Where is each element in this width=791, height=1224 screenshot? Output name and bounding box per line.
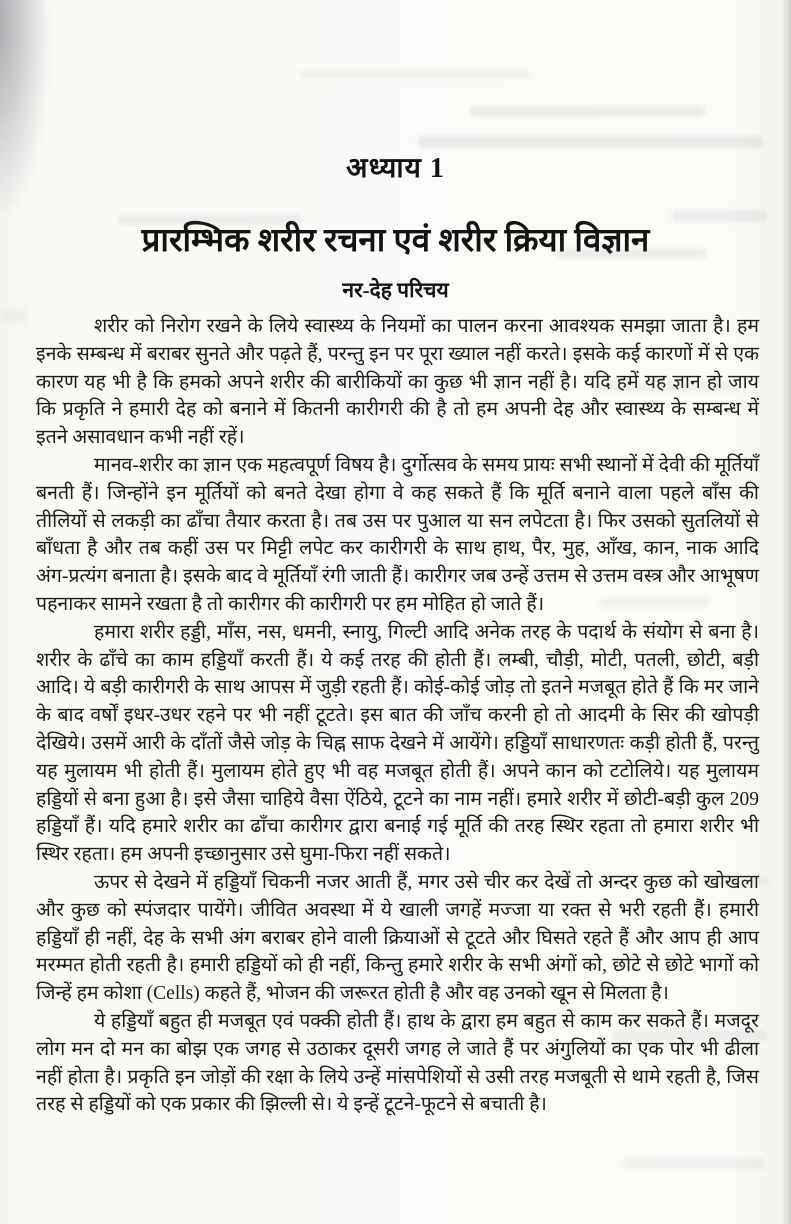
bleedthrough-ghost-text bbox=[300, 70, 530, 79]
bleedthrough-ghost-text bbox=[0, 310, 26, 322]
paragraph-1: शरीर को निरोग रखने के लिये स्वास्थ्य के नियमों का पालन करना आवश्यक समझा जाता है। हम इनके सम्बन्ध में बराबर सुनते और पढ़ते हैं, परन्तु इन पर पूरा ख्याल नहीं करते। इसके कई कारणों में से एक कारण यह भी है कि हमको अपने शरीर की बारीकियों का कुछ भी ज्ञान नहीं है। यदि हमें यह ज्ञान हो जाय कि प्रकृति ने हमारी देह को बनाने में कितनी कारीगरी की है तो हम अपनी देह और स्वास्थ्य के सम्बन्ध में इतने असावधान कभी नहीं रहें। bbox=[36, 316, 759, 449]
paragraph-4: ऊपर से देखने में हड्डियाँ चिकनी नजर आती हैं, मगर उसे चीर कर देखें तो अन्दर कुछ को खोखला और कुछ को स्पंजदार पायेंगे। जीवित अवस्था में ये खाली जगहें मज्जा या रक्त से भरी रहती हैं। हमारी हड्डियाँ ही नहीं, देह के सभी अंग बराबर होने वाली क्रियाओं से टूटते और घिसते रहते हैं और आप ही आप मरम्मत होती रहती है। हमारी हड्डियों को ही नहीं, किन्तु हमारे शरीर के सभी अंगों को, छोटे से छोटे भागों को जिन्हें हम कोशा (Cells) कहते हैं, भोजन की जरूरत होती है और वह उनको खून से मिलता है। bbox=[36, 871, 759, 1005]
bleedthrough-ghost-text bbox=[470, 106, 705, 117]
paragraph-5: ये हड्डियाँ बहुत ही मजबूत एवं पक्की होती हैं। हाथ के द्वारा हम बहुत से काम कर सकते हैं। मजदूर लोग मन दो मन का बोझ एक जगह से उठाकर दूसरी जगह ले जाते हैं पर अंगुलियों का एक पोर भी ढीला नहीं होता है। प्रकृति इन जोड़ों की रक्षा के लिये उन्हें मांसपेशियों से उसी तरह मजबूती से थामे रहती है, जिस तरह से हड्डियों को एक प्रकार की झिल्ली से। ये इन्हें टूटने-फूटने से बचाती है। bbox=[36, 1010, 759, 1116]
bleedthrough-ghost-text bbox=[624, 1158, 764, 1169]
paragraph-2: मानव-शरीर का ज्ञान एक महत्वपूर्ण विषय है। दुर्गोत्सव के समय प्रायः सभी स्थानों में देवी की मूर्तियाँ बनती हैं। जिन्होंने इन मूर्तियों को बनते देखा होगा वे कह सकते हैं कि मूर्ति बनाने वाला पहले बाँस की तीलियों से लकड़ी का ढाँचा तैयार करता है। तब उस पर पुआल या सन लपेटता है। फिर उसको सुतलियों से बाँधता है और तब कहीं उस पर मिट्टी लपेट कर कारीगरी के साथ हाथ, पैर, मुह, आँख, कान, नाक आदि अंग-प्रत्यंग बनाता है। इसके बाद वे मूर्तियाँ रंगी जाती हैं। कारीगर जब उन्हें उत्तम से उत्तम वस्त्र और आभूषण पहनाकर सामने रखता है तो कारीगर की कारीगरी पर हम मोहित हो जाते हैं। bbox=[36, 454, 759, 615]
section-subtitle: नर-देह परिचय bbox=[342, 278, 449, 302]
page-title: प्रारम्भिक शरीर रचना एवं शरीर क्रिया विज्ञान bbox=[141, 223, 650, 259]
scan-smudge bbox=[0, 0, 52, 220]
chapter-heading: अध्याय 1 bbox=[346, 153, 445, 184]
body-text bbox=[36, 313, 759, 1119]
bleedthrough-ghost-text bbox=[418, 136, 763, 148]
paragraph-3: हमारा शरीर हड्डी, माँस, नस, धमनी, स्नायु, गिल्टी आदि अनेक तरह के पदार्थ के संयोग से बना है। शरीर के ढाँचे का काम हड्डियाँ करती हैं। ये कई तरह की होती हैं। लम्बी, चौड़ी, मोटी, पतली, छोटी, बड़ी आदि। ये बड़ी कारीगरी के साथ आपस में जुड़ी रहती हैं। कोई-कोई जोड़ तो इतने मजबूत होते हैं कि मर जाने के बाद वर्षों इधर-उधर रहने पर भी नहीं टूटते। इस बात की जाँच करनी हो तो आदमी के सिर की खोपड़ी देखिये। उसमें आरी के दाँतों जैसे जोड़ के चिह्न साफ देखने में आयेंगे। हड्डियाँ साधारणतः कड़ी होती हैं, परन्तु यह मुलायम भी होती हैं। मुलायम होते हुए भी वह मजबूत होती हैं। अपने कान को टटोलिये। यह मुलायम हड्डियों से बना हुआ है। इसे जैसा चाहिये वैसा ऐंठिये, टूटने का नाम नहीं। हमारे शरीर में छोटी-बड़ी कुल 209 हड्डियाँ हैं। यदि हमारे शरीर का ढाँचा कारीगर द्वारा बनाई गई मूर्ति की तरह स्थिर रहता तो हमारा शरीर भी स्थिर रहता। हम अपनी इच्छानुसार उसे घुमा-फिरा नहीं सकते। bbox=[36, 621, 759, 866]
